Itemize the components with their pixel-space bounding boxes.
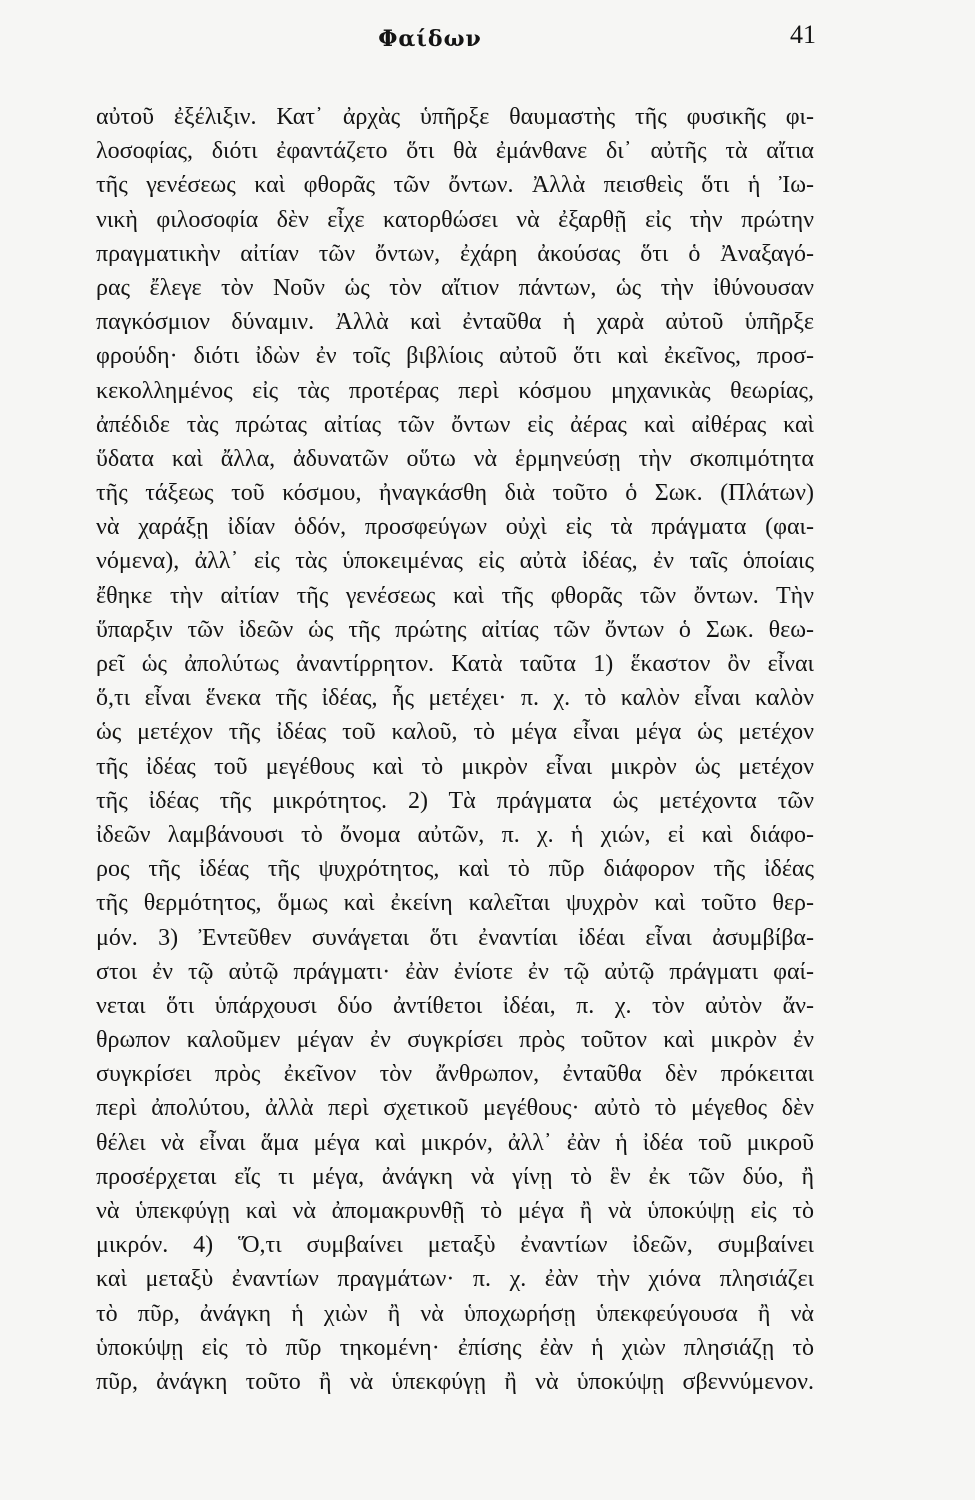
text-line: ὡς μετέχον τῆς ἰδέας τοῦ καλοῦ, τὸ μέγα εἶναι μέγα ὡς μετέχον [96, 719, 814, 746]
text-line: ὑποκύψῃ εἰς τὸ πῦρ τηκομένη· ἐπίσης ἐὰν ἡ χιὼν πλησιάζῃ τὸ [96, 1334, 814, 1361]
text-line: αὐτοῦ ἐξέλιξιν. Κατ᾽ ἀρχὰς ὑπῆρξε θαυμαστὴς τῆς φυσικῆς φι- [96, 104, 814, 130]
text-line: στοι ἐν τῷ αὐτῷ πράγματι· ἐὰν ἐνίοτε ἐν τῷ αὐτῷ πράγματι φαί- [96, 958, 814, 985]
text-line: ἀπέδιδε τὰς πρώτας αἰτίας τῶν ὄντων εἰς ἀέρας καὶ αἰθέρας καὶ [96, 411, 814, 438]
text-line: τῆς θερμότητος, ὅμως καὶ ἐκείνη καλεῖται ψυχρὸν καὶ τοῦτο θερ- [96, 890, 814, 917]
text-line: συγκρίσει πρὸς ἐκεῖνον τὸν ἄνθρωπον, ἐνταῦθα δὲν πρόκειται [96, 1061, 814, 1088]
text-line: προσέρχεται εἴς τι μέγα, ἀνάγκη νὰ γίνῃ τὸ ἓν ἐκ τῶν δύο, ἢ [96, 1163, 814, 1190]
text-line: μικρόν. 4) Ὅ,τι συμβαίνει μεταξὺ ἐναντίων ἰδεῶν, συμβαίνει [96, 1232, 814, 1259]
text-line: νόμενα), ἀλλ᾽ εἰς τὰς ὑποκειμένας εἰς αὐτὰ ἰδέας, ἐν ταῖς ὁποίαις [96, 548, 814, 575]
text-line: μόν. 3) Ἐντεῦθεν συνάγεται ὅτι ἐναντίαι ἰδέαι εἶναι ἀσυμβίβα- [96, 924, 814, 951]
text-line: ρος τῆς ἰδέας τῆς ψυχρότητος, καὶ τὸ πῦρ διάφορον τῆς ἰδέας [96, 856, 814, 883]
text-line: ἔθηκε τὴν αἰτίαν τῆς γενέσεως καὶ τῆς φθορᾶς τῶν ὄντων. Τὴν [96, 582, 814, 609]
body-text [96, 100, 814, 1399]
text-line: τῆς τάξεως τοῦ κόσμου, ἠναγκάσθη διὰ τοῦτο ὁ Σωκ. (Πλάτων) [96, 480, 814, 507]
text-line: ὕπαρξιν τῶν ἰδεῶν ὡς τῆς πρώτης αἰτίας τῶν ὄντων ὁ Σωκ. θεω- [96, 616, 814, 643]
running-head: Φαίδων [378, 26, 482, 52]
text-line: παγκόσμιον δύναμιν. Ἀλλὰ καὶ ἐνταῦθα ἡ χαρὰ αὐτοῦ ὑπῆρξε [96, 309, 814, 336]
text-line: θρωπον καλοῦμεν μέγαν ἐν συγκρίσει πρὸς τοῦτον καὶ μικρὸν ἐν [96, 1027, 814, 1054]
page-number: 41 [790, 20, 816, 49]
text-line: φρούδη· διότι ἰδὼν ἐν τοῖς βιβλίοις αὐτοῦ ὅτι καὶ ἐκεῖνος, προσ- [96, 343, 814, 370]
text-line: θέλει νὰ εἶναι ἅμα μέγα καὶ μικρόν, ἀλλ᾽ ἐὰν ἡ ἰδέα τοῦ μικροῦ [96, 1129, 814, 1156]
text-line: ἰδεῶν λαμβάνουσι τὸ ὄνομα αὐτῶν, π. χ. ἡ χιών, εἰ καὶ διάφο- [96, 821, 814, 848]
text-line: τῆς γενέσεως καὶ φθορᾶς τῶν ὄντων. Ἀλλὰ πεισθεὶς ὅτι ἡ Ἰω- [96, 172, 814, 199]
text-line: καὶ μεταξὺ ἐναντίων πραγμάτων· π. χ. ἐὰν τὴν χιόνα πλησιάζει [96, 1266, 814, 1293]
text-line: τῆς ἰδέας τῆς μικρότητος. 2) Τὰ πράγματα ὡς μετέχοντα τῶν [96, 787, 814, 814]
text-line: ρας ἔλεγε τὸν Νοῦν ὡς τὸν αἴτιον πάντων, ὡς τὴν ἰθύνουσαν [96, 274, 814, 301]
text-line: ὕδατα καὶ ἄλλα, ἀδυνατῶν οὕτω νὰ ἑρμηνεύσῃ τὴν σκοπιμότητα [96, 445, 814, 472]
text-line: νὰ ὑπεκφύγῃ καὶ νὰ ἀπομακρυνθῇ τὸ μέγα ἢ νὰ ὑποκύψῃ εἰς τὸ [96, 1198, 814, 1224]
text-line: νὰ χαράξῃ ἰδίαν ὁδόν, προσφεύγων οὐχὶ εἰς τὰ πράγματα (φαι- [96, 514, 814, 541]
text-line: λοσοφίας, διότι ἐφαντάζετο ὅτι θὰ ἐμάνθανε δι᾽ αὐτῆς τὰ αἴτια [96, 138, 814, 165]
text-line: ρεῖ ὡς ἀπολύτως ἀναντίρρητον. Κατὰ ταῦτα 1) ἕκαστον ὂν εἶναι [96, 651, 814, 677]
text-line: ὅ,τι εἶναι ἕνεκα τῆς ἰδέας, ἧς μετέχει· π. χ. τὸ καλὸν εἶναι καλὸν [96, 685, 814, 712]
text-line: νεται ὅτι ὑπάρχουσι δύο ἀντίθετοι ἰδέαι, π. χ. τὸν αὐτὸν ἄν- [96, 992, 814, 1019]
text-line: τῆς ἰδέας τοῦ μεγέθους καὶ τὸ μικρὸν εἶναι μικρὸν ὡς μετέχον [96, 753, 814, 780]
text-line: τὸ πῦρ, ἀνάγκη ἡ χιὼν ἢ νὰ ὑποχωρήσῃ ὑπεκφεύγουσα ἢ νὰ [96, 1300, 814, 1327]
text-line: περὶ ἀπολύτου, ἀλλὰ περὶ σχετικοῦ μεγέθους· αὐτὸ τὸ μέγεθος δὲν [96, 1095, 814, 1122]
text-line: κεκολλημένος εἰς τὰς προτέρας περὶ κόσμου μηχανικὰς θεωρίας, [96, 377, 814, 404]
text-line: πραγματικὴν αἰτίαν τῶν ὄντων, ἐχάρη ἀκούσας ὅτι ὁ Ἀναξαγό- [96, 240, 814, 267]
text-line: πῦρ, ἀνάγκη τοῦτο ἢ νὰ ὑπεκφύγῃ ἢ νὰ ὑποκύψῃ σβεννύμενον. [96, 1368, 814, 1395]
text-line: νικὴ φιλοσοφία δὲν εἶχε κατορθώσει νὰ ἐξαρθῇ εἰς τὴν πρώτην [96, 206, 814, 233]
